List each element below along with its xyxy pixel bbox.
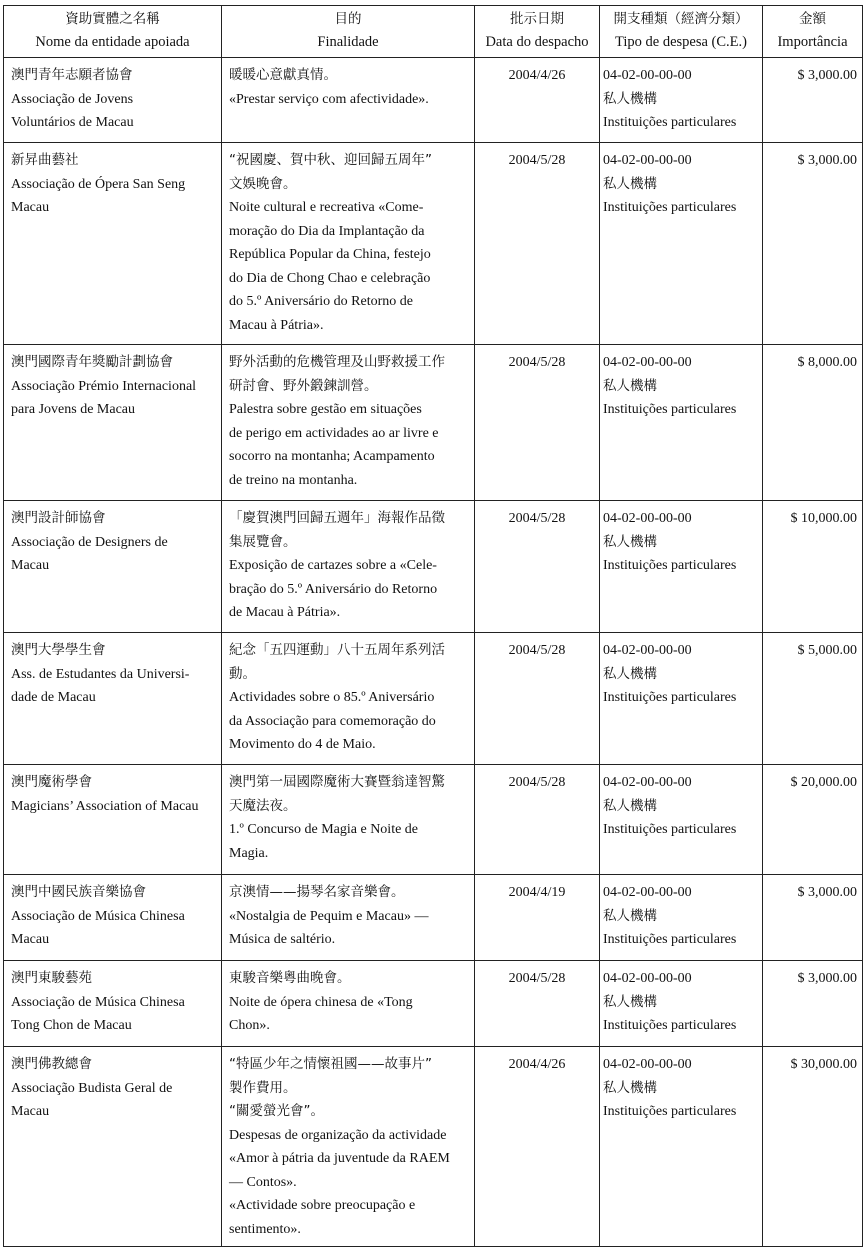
- expense-type-cell: [600, 501, 763, 633]
- amount: $ 3,000.00: [797, 153, 857, 168]
- expense-type-zh: 私人機構: [603, 797, 657, 814]
- purpose-zh-line: 澳門第一屆國際魔術大賽暨翁達智驚: [229, 774, 445, 790]
- purpose-pt-line: Palestra sobre gestão em situações: [229, 402, 422, 417]
- entity-name-zh: 澳門中國民族音樂協會: [11, 884, 146, 900]
- amount: $ 3,000.00: [797, 68, 857, 83]
- amount-cell: [763, 1047, 863, 1247]
- purpose-cell: [222, 345, 475, 501]
- amount: $ 5,000.00: [797, 643, 857, 658]
- entity-name-zh: 澳門國際青年獎勵計劃協會: [11, 354, 173, 370]
- dispatch-date-cell: [475, 875, 600, 961]
- dispatch-date: 2004/5/28: [508, 153, 566, 168]
- purpose-pt-line: de treino na montanha.: [229, 472, 358, 488]
- amount: $ 10,000.00: [790, 511, 857, 526]
- expense-type-cell: [600, 765, 763, 875]
- entity-cell: [4, 765, 222, 875]
- expense-code: 04-02-00-00-00: [603, 643, 692, 658]
- entity-cell: [4, 875, 222, 961]
- expense-type-zh: 私人機構: [603, 90, 657, 107]
- amount: $ 3,000.00: [797, 885, 857, 900]
- amount-cell: [763, 961, 863, 1047]
- dispatch-date-cell: [475, 143, 600, 345]
- purpose-cell: [222, 875, 475, 961]
- entity-name-zh: 新昇曲藝社: [11, 152, 79, 168]
- dispatch-date: 2004/5/28: [508, 775, 566, 790]
- table-body: [4, 58, 863, 1247]
- purpose-pt-line: sentimento».: [229, 1221, 301, 1237]
- entity-cell: [4, 501, 222, 633]
- entity-cell: [4, 961, 222, 1047]
- amount-cell: [763, 875, 863, 961]
- dispatch-date: 2004/5/28: [508, 643, 566, 658]
- table-row: [4, 345, 863, 501]
- expense-code: 04-02-00-00-00: [603, 1057, 692, 1072]
- expense-type-pt: Instituições particulares: [603, 200, 737, 215]
- purpose-pt-line: Noite de ópera chinesa de «Tong: [229, 994, 413, 1010]
- entity-name-pt-line: Associação de Ópera San Seng: [11, 176, 186, 192]
- entity-name-zh: 澳門佛教總會: [11, 1056, 92, 1072]
- purpose-zh-line: 暖暖心意獻真情。: [229, 67, 337, 83]
- grants-table: [3, 5, 863, 1247]
- entity-name-pt-line: Macau: [11, 200, 50, 215]
- purpose-zh-line: 紀念「五四運動」八十五周年系列活: [229, 642, 445, 658]
- purpose-pt-line: moração do Dia da Implantação da: [229, 223, 425, 239]
- expense-type-cell: [600, 143, 763, 345]
- header-type-pt: Tipo de despesa (C.E.): [615, 34, 747, 50]
- entity-name-pt-line: dade de Macau: [11, 690, 96, 705]
- purpose-pt-line: Noite cultural e recreativa «Come-: [229, 200, 424, 215]
- entity-name-pt-line: Associação de Música Chinesa: [11, 994, 185, 1010]
- purpose-zh-line: 東駿音樂粵曲晚會。: [229, 970, 351, 986]
- purpose-zh-line: 文娛晚會。: [229, 175, 297, 192]
- entity-name-pt-line: Associação de Designers de: [11, 534, 168, 550]
- header-entity: [4, 6, 222, 58]
- dispatch-date: 2004/4/26: [508, 68, 566, 83]
- dispatch-date: 2004/5/28: [508, 355, 566, 370]
- entity-cell: [4, 58, 222, 143]
- dispatch-date-cell: [475, 1047, 600, 1247]
- expense-type-pt: Instituições particulares: [603, 1104, 737, 1119]
- expense-code: 04-02-00-00-00: [603, 153, 692, 168]
- purpose-zh-line: “特區少年之情懷祖國——故事片”: [229, 1056, 432, 1072]
- table-row: [4, 143, 863, 345]
- header-amount-zh: 金額: [799, 11, 826, 27]
- expense-type-pt: Instituições particulares: [603, 558, 737, 573]
- purpose-pt-line: de perigo em actividades ao ar livre e: [229, 425, 439, 441]
- expense-code: 04-02-00-00-00: [603, 775, 692, 790]
- dispatch-date-cell: [475, 58, 600, 143]
- entity-name-pt-line: Magicians’ Association of Macau: [11, 798, 199, 814]
- purpose-pt-line: Movimento do 4 de Maio.: [229, 737, 376, 752]
- expense-code: 04-02-00-00-00: [603, 355, 692, 370]
- table-row: [4, 501, 863, 633]
- purpose-pt-line: do 5.º Aniversário do Retorno de: [229, 294, 413, 309]
- expense-type-pt: Instituições particulares: [603, 402, 737, 417]
- entity-cell: [4, 345, 222, 501]
- purpose-pt-line: — Contos».: [229, 1174, 297, 1190]
- purpose-zh-line: 研討會、野外鍛鍊訓營。: [229, 377, 378, 394]
- purpose-pt-line: Despesas de organização da actividade: [229, 1127, 447, 1143]
- entity-name-zh: 澳門設計師協會: [11, 510, 106, 526]
- purpose-pt-line: socorro na montanha; Acampamento: [229, 449, 435, 464]
- purpose-pt-line: «Nostalgia de Pequim e Macau» —: [229, 908, 429, 924]
- amount-cell: [763, 501, 863, 633]
- header-date-zh: 批示日期: [510, 11, 564, 27]
- purpose-zh-line: “祝國慶、賀中秋、迎回歸五周年”: [229, 152, 432, 168]
- purpose-pt-line: Macau à Pátria».: [229, 317, 324, 333]
- purpose-cell: [222, 633, 475, 765]
- expense-type-zh: 私人機構: [603, 1079, 657, 1096]
- header-purpose-zh: 目的: [334, 11, 362, 27]
- purpose-zh-line: 天魔法夜。: [229, 797, 297, 814]
- expense-type-cell: [600, 58, 763, 143]
- purpose-zh-line: “關愛螢光會”。: [229, 1103, 324, 1119]
- expense-type-pt: Instituições particulares: [603, 690, 737, 705]
- entity-name-pt-line: Associação de Música Chinesa: [11, 908, 185, 924]
- expense-code: 04-02-00-00-00: [603, 885, 692, 900]
- entity-name-pt-line: Voluntários de Macau: [11, 115, 134, 130]
- expense-type-pt: Instituições particulares: [603, 1018, 737, 1033]
- amount: $ 20,000.00: [790, 775, 857, 790]
- expense-type-zh: 私人機構: [603, 175, 657, 192]
- expense-type-cell: [600, 345, 763, 501]
- amount: $ 30,000.00: [790, 1057, 857, 1072]
- entity-name-zh: 澳門青年志願者協會: [11, 67, 133, 83]
- entity-name-zh: 澳門魔術學會: [11, 774, 92, 790]
- expense-type-cell: [600, 633, 763, 765]
- dispatch-date-cell: [475, 501, 600, 633]
- expense-code: 04-02-00-00-00: [603, 971, 692, 986]
- header-purpose: [222, 6, 475, 58]
- entity-name-pt-line: Associação Prémio Internacional: [11, 378, 197, 394]
- purpose-cell: [222, 1047, 475, 1247]
- purpose-zh-line: 製作費用。: [229, 1079, 297, 1096]
- header-row: [4, 6, 863, 58]
- expense-type-cell: [600, 875, 763, 961]
- expense-type-cell: [600, 961, 763, 1047]
- purpose-pt-line: Exposição de cartazes sobre a «Cele-: [229, 558, 437, 573]
- entity-name-pt-line: Associação de Jovens: [11, 91, 134, 107]
- header-date-pt: Data do despacho: [485, 34, 589, 50]
- entity-name-pt-line: Tong Chon de Macau: [11, 1018, 132, 1033]
- dispatch-date: 2004/5/28: [508, 971, 566, 986]
- entity-cell: [4, 143, 222, 345]
- entity-cell: [4, 633, 222, 765]
- expense-type-zh: 私人機構: [603, 993, 657, 1010]
- purpose-pt-line: «Actividade sobre preocupação e: [229, 1198, 416, 1213]
- header-amount-pt: Importância: [777, 34, 848, 50]
- purpose-pt-line: Chon».: [229, 1018, 270, 1033]
- dispatch-date-cell: [475, 345, 600, 501]
- amount-cell: [763, 58, 863, 143]
- purpose-zh-line: 動。: [229, 665, 256, 682]
- expense-type-zh: 私人機構: [603, 665, 657, 682]
- expense-type-zh: 私人機構: [603, 533, 657, 550]
- purpose-pt-line: de Macau à Pátria».: [229, 605, 341, 620]
- table-row: [4, 58, 863, 143]
- header-type-zh: 開支種類（經濟分類）: [613, 11, 749, 27]
- dispatch-date: 2004/4/26: [508, 1057, 566, 1072]
- amount-cell: [763, 345, 863, 501]
- purpose-cell: [222, 765, 475, 875]
- purpose-pt-line: Actividades sobre o 85.º Aniversário: [229, 690, 435, 705]
- table-row: [4, 1047, 863, 1247]
- dispatch-date-cell: [475, 633, 600, 765]
- dispatch-date: 2004/5/28: [508, 511, 566, 526]
- table-row: [4, 961, 863, 1047]
- expense-code: 04-02-00-00-00: [603, 511, 692, 526]
- purpose-cell: [222, 961, 475, 1047]
- purpose-zh-line: 京澳情——揚琴名家音樂會。: [229, 884, 405, 900]
- expense-type-pt: Instituições particulares: [603, 822, 737, 837]
- purpose-pt-line: bração do 5.º Aniversário do Retorno: [229, 581, 438, 597]
- table-row: [4, 765, 863, 875]
- header-entity-pt: Nome da entidade apoiada: [35, 34, 190, 50]
- purpose-pt-line: da Associação para comemoração do: [229, 713, 436, 729]
- header-date: [475, 6, 600, 58]
- expense-type-zh: 私人機構: [603, 377, 657, 394]
- purpose-zh-line: 野外活動的危機管理及山野救援工作: [229, 354, 445, 370]
- table-row: [4, 875, 863, 961]
- entity-name-zh: 澳門東駿藝苑: [11, 970, 92, 986]
- entity-name-pt-line: para Jovens de Macau: [11, 402, 136, 417]
- purpose-pt-line: República Popular da China, festejo: [229, 247, 431, 262]
- entity-name-pt-line: Macau: [11, 932, 50, 947]
- expense-code: 04-02-00-00-00: [603, 68, 692, 83]
- amount-cell: [763, 143, 863, 345]
- entity-name-pt-line: Macau: [11, 1104, 50, 1119]
- header-amount: [763, 6, 863, 58]
- purpose-pt-line: Música de saltério.: [229, 932, 336, 947]
- amount-cell: [763, 765, 863, 875]
- dispatch-date: 2004/4/19: [508, 885, 566, 900]
- amount: $ 3,000.00: [797, 971, 857, 986]
- entity-name-zh: 澳門大學學生會: [11, 642, 106, 658]
- header-entity-zh: 資助實體之名稱: [65, 11, 160, 27]
- purpose-zh-line: 集展覽會。: [229, 533, 297, 550]
- purpose-pt-line: «Amor à pátria da juventude da RAEM: [229, 1151, 450, 1166]
- entity-cell: [4, 1047, 222, 1247]
- header-purpose-pt: Finalidade: [317, 34, 379, 50]
- purpose-pt-line: do Dia de Chong Chao e celebração: [229, 270, 431, 286]
- purpose-cell: [222, 58, 475, 143]
- purpose-cell: [222, 143, 475, 345]
- dispatch-date-cell: [475, 961, 600, 1047]
- expense-type-pt: Instituições particulares: [603, 932, 737, 947]
- purpose-cell: [222, 501, 475, 633]
- purpose-pt-line: Magia.: [229, 845, 269, 861]
- purpose-pt-line: «Prestar serviço com afectividade».: [229, 91, 429, 107]
- expense-type-zh: 私人機構: [603, 907, 657, 924]
- table-header: [4, 6, 863, 58]
- dispatch-date-cell: [475, 765, 600, 875]
- entity-name-pt-line: Ass. de Estudantes da Universi-: [11, 666, 190, 682]
- entity-name-pt-line: Macau: [11, 558, 50, 573]
- expense-type-cell: [600, 1047, 763, 1247]
- header-type: [600, 6, 763, 58]
- amount: $ 8,000.00: [797, 355, 857, 370]
- entity-name-pt-line: Associação Budista Geral de: [11, 1080, 173, 1096]
- purpose-zh-line: 「慶賀澳門回歸五週年」海報作品徵: [229, 510, 445, 526]
- table-row: [4, 633, 863, 765]
- purpose-pt-line: 1.º Concurso de Magia e Noite de: [229, 822, 419, 837]
- amount-cell: [763, 633, 863, 765]
- expense-type-pt: Instituições particulares: [603, 115, 737, 130]
